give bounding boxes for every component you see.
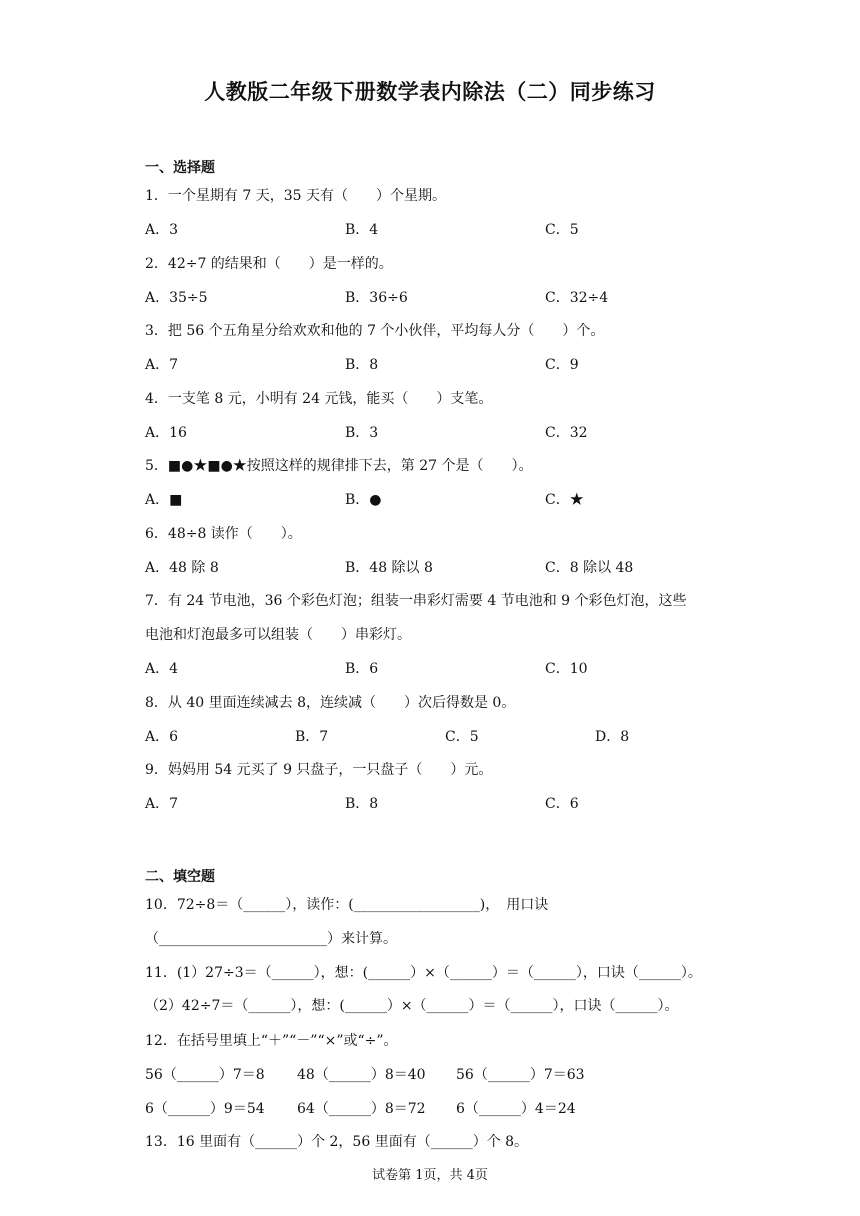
equation: 56（______）7＝63	[456, 1067, 585, 1083]
question-7-line-1: 7．有 24 节电池，36 个彩色灯泡；组装一串彩灯需要 4 节电池和 9 个彩色灯泡，这些	[145, 593, 687, 609]
question-11-line-1: 11．(1）27÷3＝（______），想：(______）×（______）＝（______），口诀（______）。	[145, 965, 702, 981]
option-a: A．7	[145, 796, 179, 812]
option-c: C．5	[445, 729, 479, 745]
option-b: B．3	[345, 425, 379, 441]
equation: 6（______）9＝54	[145, 1101, 265, 1117]
equation: 56（______）7＝8	[145, 1067, 265, 1083]
option-c: C．8 除以 48	[545, 560, 634, 576]
question-9: 9．妈妈用 54 元买了 9 只盘子，一只盘子（ ）元。	[145, 762, 493, 778]
question-6: 6．48÷8 读作（ ）。	[145, 526, 302, 542]
question-8: 8．从 40 里面连续减去 8，连续减（ ）次后得数是 0。	[145, 695, 516, 711]
option-a: A．■	[145, 492, 183, 508]
option-a: A．7	[145, 357, 179, 373]
option-b: B．4	[345, 222, 379, 238]
option-c: C．10	[545, 661, 588, 677]
option-a: A．35÷5	[145, 290, 208, 306]
page-footer: 试卷第 1页，共 4页	[372, 1168, 488, 1183]
option-b: B．48 除以 8	[345, 560, 433, 576]
option-c: C．5	[545, 222, 579, 238]
option-d: D．8	[595, 729, 630, 745]
question-7-line-2: 电池和灯泡最多可以组装（ ）串彩灯。	[145, 627, 411, 643]
option-a: A．16	[145, 425, 187, 441]
option-b: B．●	[345, 492, 382, 508]
option-c: C．32÷4	[545, 290, 609, 306]
document-title: 人教版二年级下册数学表内除法（二）同步练习	[204, 80, 656, 104]
option-a: A．3	[145, 222, 179, 238]
question-1: 1．一个星期有 7 天，35 天有（ ）个星期。	[145, 188, 446, 204]
option-b: B．6	[345, 661, 379, 677]
option-b: B．8	[345, 357, 379, 373]
equation: 6（______）4＝24	[456, 1101, 576, 1117]
section-heading-fill-in: 二、填空题	[145, 869, 215, 885]
question-10-line-2: （________________________）来计算。	[145, 931, 397, 947]
question-2: 2．42÷7 的结果和（ ）是一样的。	[145, 256, 393, 272]
option-c: C．32	[545, 425, 588, 441]
question-12: 12．在括号里填上“＋”“－”“×”或“÷”。	[145, 1033, 398, 1049]
question-4: 4．一支笔 8 元，小明有 24 元钱，能买（ ）支笔。	[145, 391, 493, 407]
option-a: A．48 除 8	[145, 560, 219, 576]
option-a: A．6	[145, 729, 179, 745]
question-11-line-2: （2）42÷7＝（______），想：(______）×（______）＝（______），口诀（______）。	[145, 998, 679, 1014]
option-c: C．★	[545, 492, 584, 508]
option-c: C．9	[545, 357, 579, 373]
question-3: 3．把 56 个五角星分给欢欢和他的 7 个小伙伴，平均每人分（ ）个。	[145, 323, 605, 339]
option-b: B．8	[345, 796, 379, 812]
equation: 48（______）8＝40	[297, 1067, 426, 1083]
question-10-line-1: 10．72÷8＝（______），读作：(__________________)， 用口诀	[145, 897, 549, 913]
equation: 64（______）8＝72	[297, 1101, 426, 1117]
section-heading-choice: 一、选择题	[145, 160, 215, 176]
option-c: C．6	[545, 796, 579, 812]
option-a: A．4	[145, 661, 179, 677]
option-b: B．7	[295, 729, 329, 745]
question-5: 5．■●★■●★按照这样的规律排下去，第 27 个是（ ）。	[145, 458, 533, 474]
question-13: 13．16 里面有（______）个 2，56 里面有（______）个 8。	[145, 1134, 529, 1150]
option-b: B．36÷6	[345, 290, 408, 306]
